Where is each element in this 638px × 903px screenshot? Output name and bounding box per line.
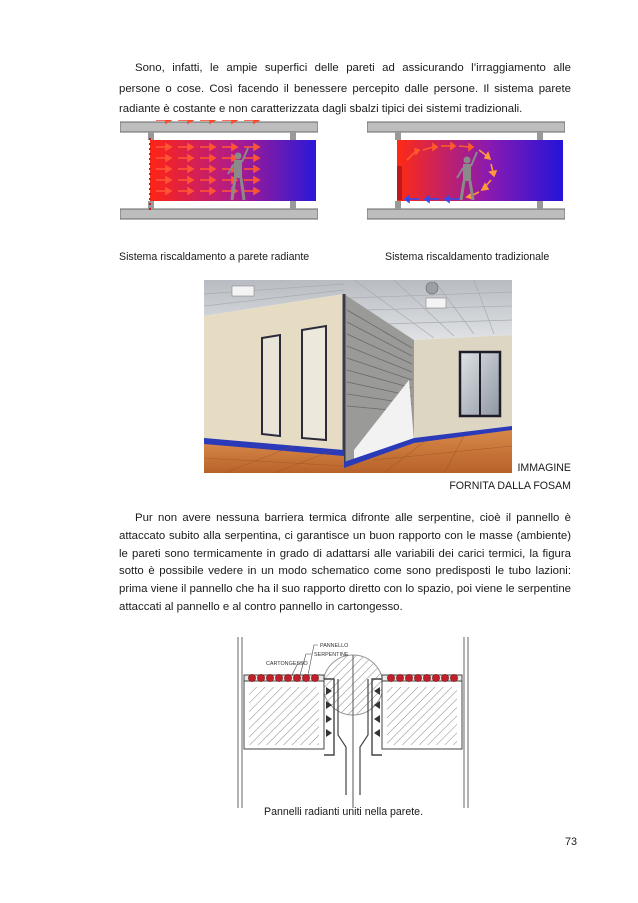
intro-paragraph [119,58,571,120]
figure-right-caption: Sistema riscaldamento tradizionale [385,251,550,263]
photo-credit-line2: FORNITA DALLA FOSAM [449,480,571,492]
figure-left-caption: Sistema riscaldamento a parete radiante [119,251,310,263]
radiant-panel-diagram [232,635,474,810]
office-interior-photo [204,280,512,473]
diagram-caption: Pannelli radianti uniti nella parete. [264,806,424,818]
body-paragraph-text: Pur non avere nessuna barriera termica difronte alle serpentine, cioè il pannello è attaccato subito alla serpentina, ci garantisce un buon rapporto con le masse (ambiente) le pareti sono termicamente in grado di adattarsi alle variabili dei carici termici, la figura sotto è possibile vedere in un modo schematico come sono predisposti le tubo lazioni: prima viene il pannello che ha il suo rapporto diretto con lo spazio, poi viene le serpentine attaccati al pannello e al contro pannello in cartongesso. [119,512,571,613]
body-paragraph [119,510,571,617]
traditional-heating-figure [367,120,565,220]
photo-credit-line1: IMMAGINE [517,462,571,474]
label-pannello: PANNELLO [320,643,349,649]
label-cartongesso: CARTONGESSO [266,661,308,667]
radiant-wall-figure [120,120,318,220]
page-number: 73 [564,836,577,848]
label-serpentine: SERPENTINE [314,652,349,658]
intro-paragraph-text: Sono, infatti, le ampie superfici delle pareti ad assicurando l’irraggiamento alle persone o cose. Così facendo il benessere percepito dalle persone. Il sistema parete radiante è costante e non caratterizzata dagli sbalzi tipici dei sistemi tradizionali. [119,62,571,115]
